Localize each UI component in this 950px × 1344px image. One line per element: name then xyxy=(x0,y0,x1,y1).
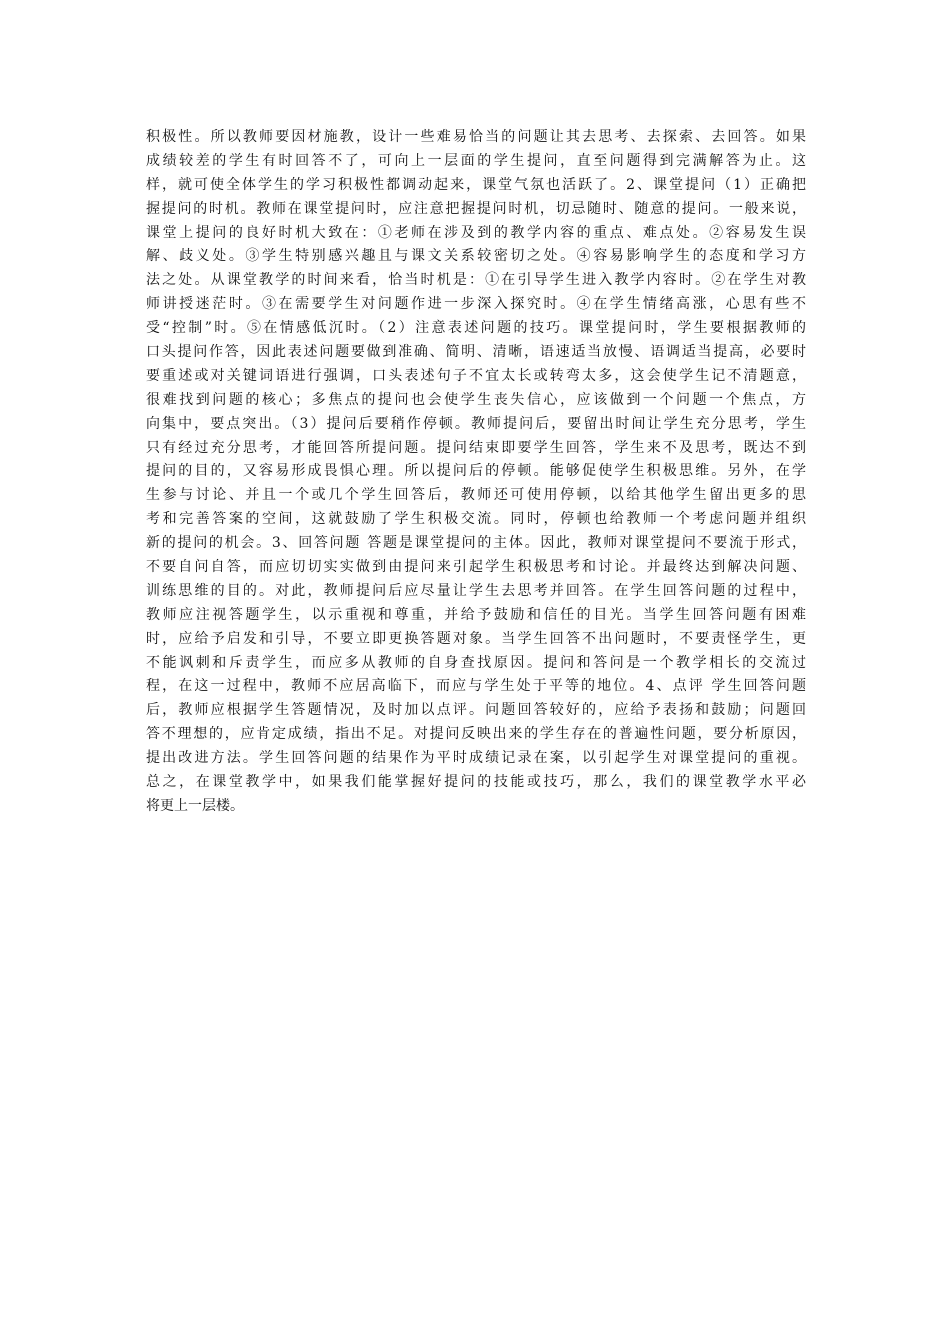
text-line: 口头提问作答，因此表述问题要做到准确、简明、清晰，语速适当放慢、语调适当提高，必要时 xyxy=(146,344,806,361)
text-line: 握提问的时机。教师在课堂提问时，应注意把握提问时机，切忌随时、随意的提问。一般来说， xyxy=(146,200,806,217)
text-line: 提出改进方法。学生回答问题的结果作为平时成绩记录在案，以引起学生对课堂提问的重视。 xyxy=(146,750,806,767)
text-line: 向集中，要点突出。（3）提问后要稍作停顿。教师提问后，要留出时间让学生充分思考，学生 xyxy=(146,415,806,432)
text-line: 程，在这一过程中，教师不应居高临下，而应与学生处于平等的地位。4、点评 学生回答问题 xyxy=(146,678,806,695)
text-line: 只有经过充分思考，才能回答所提问题。提问结束即要学生回答，学生来不及思考，既达不到 xyxy=(146,439,806,456)
text-line: 训练思维的目的。对此，教师提问后应尽量让学生去思考并回答。在学生回答问题的过程中， xyxy=(146,582,806,599)
document-body-text xyxy=(146,126,806,819)
text-line: 总之，在课堂教学中，如果我们能掌握好提问的技能或技巧，那么，我们的课堂教学水平必 xyxy=(146,774,806,791)
text-line: 成绩较差的学生有时回答不了，可向上一层面的学生提问，直至问题得到完满解答为止。这 xyxy=(146,152,806,169)
text-line: 很难找到问题的核心；多焦点的提问也会使学生丧失信心，应该做到一个问题一个焦点，方 xyxy=(146,391,806,408)
text-line: 不要自问自答，而应切切实实做到由提问来引起学生积极思考和讨论。并最终达到解决问题、 xyxy=(146,559,806,576)
text-line: 法之处。从课堂教学的时间来看，恰当时机是：①在引导学生进入教学内容时。②在学生对教 xyxy=(146,272,806,289)
text-line: 解、歧义处。③学生特别感兴趣且与课文关系较密切之处。④容易影响学生的态度和学习方 xyxy=(146,248,806,265)
text-line: 新的提问的机会。3、回答问题 答题是课堂提问的主体。因此，教师对课堂提问不要流于形式， xyxy=(146,535,806,552)
text-line: 要重述或对关键词语进行强调，口头表述句子不宜太长或转弯太多，这会使学生记不清题意， xyxy=(146,367,806,384)
text-line: 师讲授迷茫时。③在需要学生对问题作进一步深入探究时。④在学生情绪高涨，心思有些不 xyxy=(146,296,806,313)
text-line: 后，教师应根据学生答题情况，及时加以点评。问题回答较好的，应给予表扬和鼓励；问题回 xyxy=(146,702,806,719)
text-line: 积极性。所以教师要因材施教，设计一些难易恰当的问题让其去思考、去探索、去回答。如果 xyxy=(146,129,806,145)
text-line: 生参与讨论、并且一个或几个学生回答后，教师还可使用停顿，以给其他学生留出更多的思 xyxy=(146,487,806,504)
text-line-final: 将更上一层楼。 xyxy=(146,797,244,814)
text-line: 考和完善答案的空间，这就鼓励了学生积极交流。同时，停顿也给教师一个考虑问题并组织 xyxy=(146,511,806,528)
text-line: 样，就可使全体学生的学习积极性都调动起来，课堂气氛也活跃了。2、课堂提问（1）正确把 xyxy=(146,176,806,193)
text-line: 提问的目的，又容易形成畏惧心理。所以提问后的停顿。能够促使学生积极思维。另外，在学 xyxy=(146,463,806,480)
text-line: 教师应注视答题学生，以示重视和尊重，并给予鼓励和信任的目光。当学生回答问题有困难 xyxy=(146,606,806,623)
text-line: 课堂上提问的良好时机大致在：①老师在涉及到的教学内容的重点、难点处。②容易发生误 xyxy=(146,224,806,241)
text-line: 时，应给予启发和引导，不要立即更换答题对象。当学生回答不出问题时，不要责怪学生，更 xyxy=(146,630,806,647)
text-line: 答不理想的，应肯定成绩，指出不足。对提问反映出来的学生存在的普遍性问题，要分析原因， xyxy=(146,726,806,743)
text-line: 受“控制”时。⑤在情感低沉时。（2）注意表述问题的技巧。课堂提问时，学生要根据教师的 xyxy=(146,320,806,337)
text-line: 不能讽刺和斥责学生，而应多从教师的自身查找原因。提问和答问是一个教学相长的交流过 xyxy=(146,654,806,671)
